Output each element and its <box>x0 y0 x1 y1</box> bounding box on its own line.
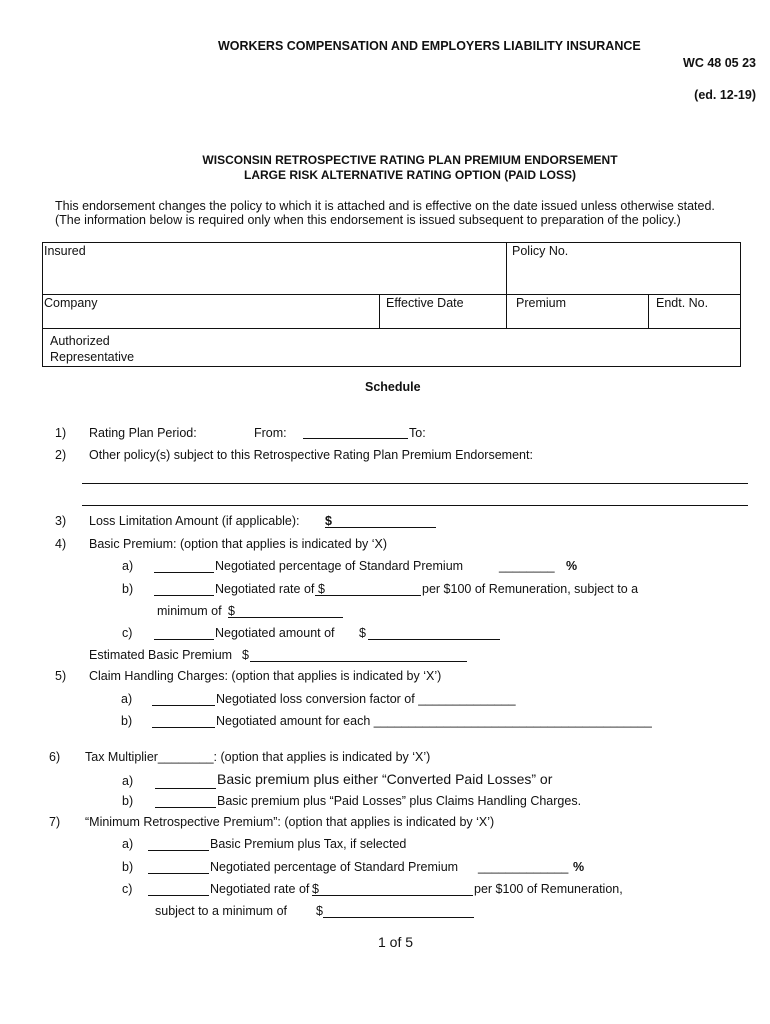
minimum-blank[interactable] <box>323 917 474 918</box>
item-number: 6) <box>49 750 61 764</box>
other-policies-blank[interactable] <box>82 505 748 506</box>
schedule-heading: Schedule <box>365 380 421 394</box>
option-letter: b) <box>121 714 133 728</box>
option-checkbox-blank[interactable] <box>155 807 216 808</box>
rating-period-label: Rating Plan Period: <box>89 426 197 440</box>
company-field[interactable]: Company <box>44 296 98 310</box>
from-date-blank[interactable] <box>303 438 408 439</box>
estimated-dollar: $ <box>242 648 249 662</box>
form-title: WORKERS COMPENSATION AND EMPLOYERS LIABILITY INSURANCE <box>218 39 641 53</box>
table-divider <box>506 242 507 328</box>
option-letter: b) <box>122 582 134 596</box>
item-number: 3) <box>55 514 67 528</box>
insured-field[interactable]: Insured <box>44 244 86 258</box>
rate-blank[interactable] <box>315 595 421 596</box>
option-checkbox-blank[interactable] <box>152 727 215 728</box>
page-number: 1 of 5 <box>378 934 414 950</box>
estimated-basic-premium-blank[interactable] <box>250 661 467 662</box>
option-text[interactable]: Negotiated amount for each ________________________________________ <box>216 714 652 728</box>
to-label: To: <box>409 426 426 440</box>
rate-dollar: $ <box>312 882 319 896</box>
loss-limitation-dollar: $ <box>325 514 332 528</box>
option-text: Negotiated percentage of Standard Premium <box>215 559 464 573</box>
option-text: per $100 of Remuneration, subject to a <box>422 582 639 596</box>
basic-premium-label: Basic Premium: (option that applies is indicated by ‘X) <box>89 537 388 551</box>
table-divider <box>648 294 649 328</box>
minimum-label: subject to a minimum of <box>155 904 287 918</box>
option-letter: b) <box>122 860 134 874</box>
option-letter: c) <box>122 882 133 896</box>
loss-limitation-blank[interactable] <box>325 527 436 528</box>
amount-dollar: $ <box>359 626 366 640</box>
option-letter: a) <box>122 774 134 788</box>
intro-line2: (The information below is required only when this endorsement is issued subsequent to preparation of the policy.) <box>55 213 681 227</box>
amount-blank[interactable] <box>368 639 500 640</box>
option-checkbox-blank[interactable] <box>152 705 215 706</box>
endorsement-title-line2: LARGE RISK ALTERNATIVE RATING OPTION (PAID LOSS) <box>244 168 576 182</box>
option-checkbox-blank[interactable] <box>154 572 214 573</box>
minimum-dollar: $ <box>228 604 235 618</box>
policy-number-field[interactable]: Policy No. <box>512 244 569 258</box>
option-checkbox-blank[interactable] <box>154 639 214 640</box>
minimum-dollar: $ <box>316 904 323 918</box>
option-checkbox-blank[interactable] <box>148 895 209 896</box>
option-text: Basic premium plus either “Converted Paid Losses” or <box>217 771 553 787</box>
option-text: Basic premium plus “Paid Losses” plus Claims Handling Charges. <box>217 794 582 808</box>
premium-field[interactable]: Premium <box>516 296 567 310</box>
table-divider <box>379 294 380 328</box>
item-number: 2) <box>55 448 67 462</box>
option-text: Negotiated rate of <box>210 882 310 896</box>
option-text: per $100 of Remuneration, <box>474 882 623 896</box>
option-checkbox-blank[interactable] <box>155 788 216 789</box>
option-text: Negotiated rate of <box>215 582 315 596</box>
authorized-rep-label: Representative <box>50 350 135 364</box>
table-divider <box>42 328 740 329</box>
percentage-blank[interactable]: _____________ <box>478 860 569 874</box>
form-number: WC 48 05 23 <box>683 56 756 70</box>
from-label: From: <box>254 426 287 440</box>
option-text: Negotiated percentage of Standard Premium <box>210 860 459 874</box>
percentage-blank[interactable]: ________ <box>499 559 555 573</box>
option-letter: b) <box>122 794 134 808</box>
option-text[interactable]: Negotiated loss conversion factor of ______________ <box>216 692 516 706</box>
rate-blank[interactable] <box>312 895 473 896</box>
item-number: 7) <box>49 815 61 829</box>
minimum-retro-premium-label: “Minimum Retrospective Premium”: (option that applies is indicated by ‘X’) <box>85 815 495 829</box>
minimum-blank[interactable] <box>228 617 343 618</box>
loss-limitation-label: Loss Limitation Amount (if applicable): <box>89 514 300 528</box>
option-checkbox-blank[interactable] <box>154 595 214 596</box>
minimum-label: minimum of <box>157 604 222 618</box>
other-policies-label: Other policy(s) subject to this Retrospective Rating Plan Premium Endorsement: <box>89 448 533 462</box>
option-letter: a) <box>122 837 134 851</box>
option-checkbox-blank[interactable] <box>148 873 209 874</box>
item-number: 1) <box>55 426 67 440</box>
percent-sign: % <box>573 860 585 874</box>
claim-handling-label: Claim Handling Charges: (option that applies is indicated by ‘X’) <box>89 669 442 683</box>
endorsement-number-field[interactable]: Endt. No. <box>656 296 709 310</box>
option-letter: a) <box>121 692 133 706</box>
endorsement-title-line1: WISCONSIN RETROSPECTIVE RATING PLAN PREMIUM ENDORSEMENT <box>202 153 618 167</box>
option-checkbox-blank[interactable] <box>148 850 209 851</box>
option-letter: c) <box>122 626 133 640</box>
intro-line1: This endorsement changes the policy to which it is attached and is effective on the date issued unless otherwise stated. <box>55 199 715 213</box>
other-policies-blank[interactable] <box>82 483 748 484</box>
effective-date-field[interactable]: Effective Date <box>386 296 464 310</box>
table-divider <box>42 294 740 295</box>
form-edition: (ed. 12-19) <box>694 88 756 102</box>
percent-sign: % <box>566 559 578 573</box>
option-text: Basic Premium plus Tax, if selected <box>210 837 407 851</box>
item-number: 4) <box>55 537 67 551</box>
authorized-rep-label: Authorized <box>50 334 110 348</box>
estimated-basic-premium-label: Estimated Basic Premium <box>89 648 233 662</box>
rate-dollar: $ <box>318 582 325 596</box>
option-text: Negotiated amount of <box>215 626 335 640</box>
tax-multiplier-label[interactable]: Tax Multiplier________: (option that applies is indicated by ‘X’) <box>85 750 431 764</box>
option-letter: a) <box>122 559 134 573</box>
item-number: 5) <box>55 669 67 683</box>
